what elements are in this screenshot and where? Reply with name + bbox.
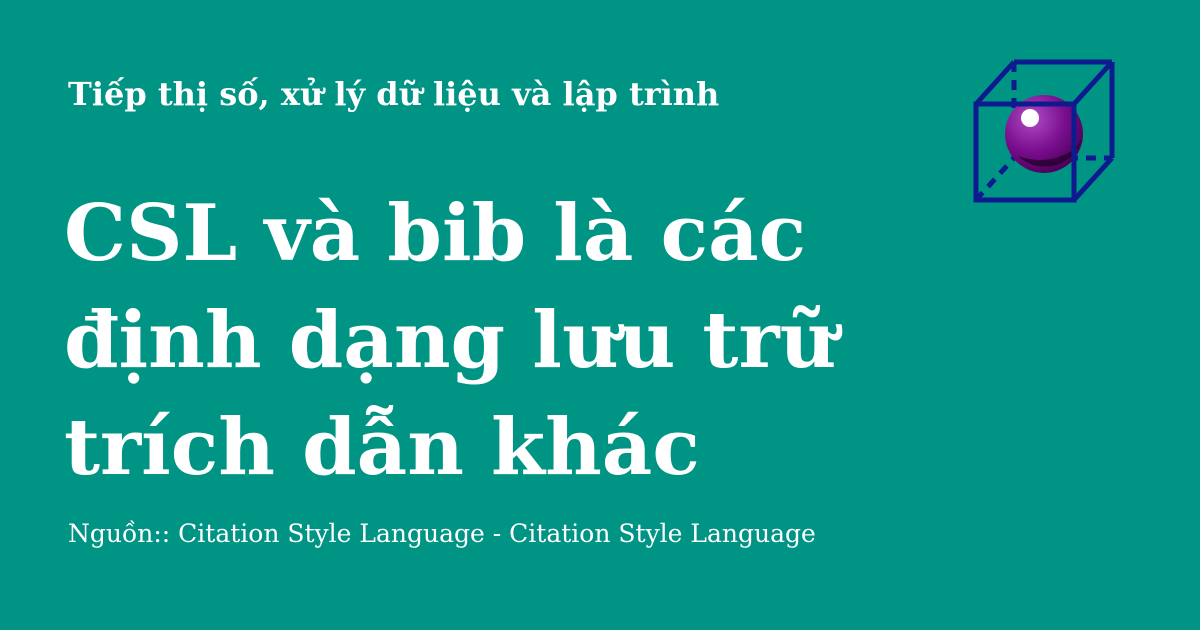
article-title-line-2: định dạng lưu trữ: [64, 295, 837, 386]
site-tagline: Tiếp thị số, xử lý dữ liệu và lập trình: [68, 75, 720, 113]
article-title-line-3: trích dẫn khác: [64, 402, 700, 493]
article-title: [64, 180, 944, 501]
source-line: Nguồn:: Citation Style Language - Citation Style Language: [68, 519, 816, 548]
article-title-line-1: CSL và bib là các: [64, 188, 807, 279]
cube-sphere-icon: [966, 56, 1126, 206]
